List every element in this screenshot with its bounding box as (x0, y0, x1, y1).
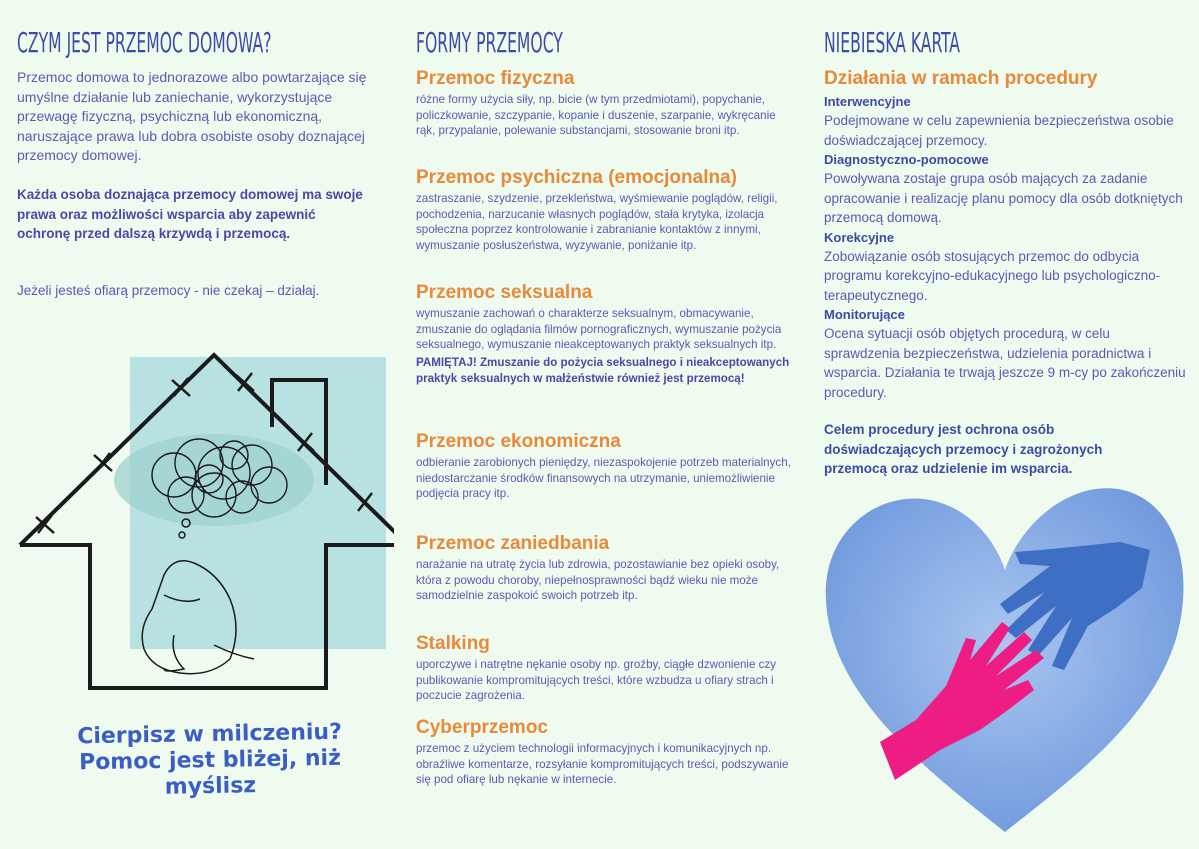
section-heading: Przemoc psychiczna (emocjonalna) (416, 167, 737, 188)
item-text-diagnostic: Powoływana zostaje grupa osób mających za zadanie opracowanie i realizację planu pomocy dla osób dotkniętych przemocą domową. (824, 171, 1183, 225)
section-physical (416, 68, 796, 139)
warning-text: PAMIĘTAJ! Zmuszanie do pożycia seksualnego i nieakceptowanych praktyk seksualnych w małżeństwie również jest przemocą! (416, 356, 790, 385)
call-to-action: Jeżeli jesteś ofiarą przemocy - nie czekaj – działaj. (17, 283, 320, 298)
slogan-line-2: Pomoc jest bliżej, niż (78, 745, 342, 776)
section-text: wymuszanie zachowań o charakterze seksualnym, obmacywanie, zmuszanie do oglądania filmów pornograficznych, wymuszanie pożycia seksualnego, wymuszanie nieakceptowanych praktyk seksualnych itp. (416, 307, 782, 352)
section-psychological (416, 167, 796, 254)
section-heading: Cyberprzemoc (416, 717, 548, 738)
section-text: odbieranie zarobionych pieniędzy, niezaspokojenie potrzeb materialnych, niedostarczanie środków finansowych na utrzymanie, uniemożliwienie podjęcia pracy itp. (416, 456, 791, 501)
barbed-wire-house-illustration (14, 345, 394, 695)
slogan-line-3: myślisz (164, 773, 257, 800)
item-label-intervention: Interwencyjne (824, 94, 911, 109)
section-text: przemoc z użyciem technologii informacyjnych i komunikacyjnych np. obraźliwe komentarze, rozsyłanie kompromitujących treści, podszywanie się pod ofiarę lub nękanie w internecie. (416, 742, 789, 787)
procedure-heading: Działania w ramach procedury (824, 68, 1098, 89)
column-title: NIEBIESKA KARTA (824, 26, 960, 59)
item-text-corrective: Zobowiązanie osób stosujących przemoc do odbycia programu korekcyjno-edukacyjnego lub psychologiczno-terapeutycznego. (824, 248, 1161, 303)
section-heading: Przemoc zaniedbania (416, 533, 610, 554)
rights-statement: Każda osoba doznająca przemocy domowej ma swoje prawa oraz możliwości wsparcia aby zapewnić ochronę przed dalszą krzywdą i przemocą. (17, 187, 363, 241)
column-title: FORMY PRZEMOCY (416, 26, 563, 59)
column-title: CZYM JEST PRZEMOC DOMOWA? (17, 26, 272, 59)
procedure-block (824, 68, 1189, 402)
section-sexual (416, 282, 796, 387)
item-label-diagnostic: Diagnostyczno-pomocowe (824, 152, 989, 167)
section-text: różne formy użycia siły, np. bicie (w tym przedmiotami), popychanie, policzkowanie, szczypanie, kopanie i duszenie, szarpanie, wykręcanie rąk, przypalanie, polewanie substancjami, stosowanie broni itp. (416, 93, 776, 138)
item-text-intervention: Podejmowane w celu zapewnienia bezpieczeństwa osobie doświadczającej przemocy. (824, 113, 1174, 148)
section-text: uporczywe i natrętne nękanie osoby np. groźby, ciągłe dzwonienie czy publikowanie kompromitujących treści, które wzbudza u ofiary strach i poczucie zagrożenia. (416, 658, 777, 703)
section-heading: Stalking (416, 633, 490, 654)
intro-text: Przemoc domowa to jednorazowe albo powtarzające się umyślne działanie lub zaniechanie, wykorzystujące przewagę fizyczną, psychiczną lub ekonomiczną, naruszające prawa lub dobra osobiste osoby doznającej przemocy domowej. (17, 69, 367, 163)
section-stalking (416, 633, 796, 704)
section-heading: Przemoc ekonomiczna (416, 431, 621, 452)
item-text-monitoring: Ocena sytuacji osób objętych procedurą, w celu sprawdzenia bezpieczeństwa, udzielenia poradnictwa i wsparcia. Działania te trwają jeszcze 9 m-cy po zakończeniu procedury. (824, 326, 1186, 400)
item-label-corrective: Korekcyjne (824, 229, 895, 245)
section-cyber (416, 717, 796, 788)
section-heading: Przemoc fizyczna (416, 68, 575, 89)
section-economic (416, 431, 796, 502)
item-label-monitoring: Monitorujące (824, 307, 905, 322)
heart-with-hands-illustration (820, 480, 1190, 840)
section-text: narażanie na utratę życia lub zdrowia, pozostawianie bez opieki osoby, która z powodu choroby, niepełnosprawności bądź wieku nie może samodzielnie zaspokoić swoich potrzeb itp. (416, 558, 780, 603)
section-text: zastraszanie, szydzenie, przekleństwa, wyśmiewanie poglądów, religii, pochodzenia, narzucanie własnych poglądów, stała krytyka, izolacja społeczna poprzez kontrolowanie i zabranianie kontaktów z innymi, wymuszanie posłuszeństwa, wyzywanie, poniżanie itp. (416, 192, 778, 253)
slogan (59, 719, 360, 802)
section-neglect (416, 533, 796, 604)
procedure-goal: Celem procedury jest ochrona osób doświadczających przemocy i zagrożonych przemocą oraz udzielenie im wsparcia. (824, 422, 1103, 476)
section-heading: Przemoc seksualna (416, 282, 593, 303)
slogan-line-1: Cierpisz w milczeniu? (76, 719, 343, 750)
